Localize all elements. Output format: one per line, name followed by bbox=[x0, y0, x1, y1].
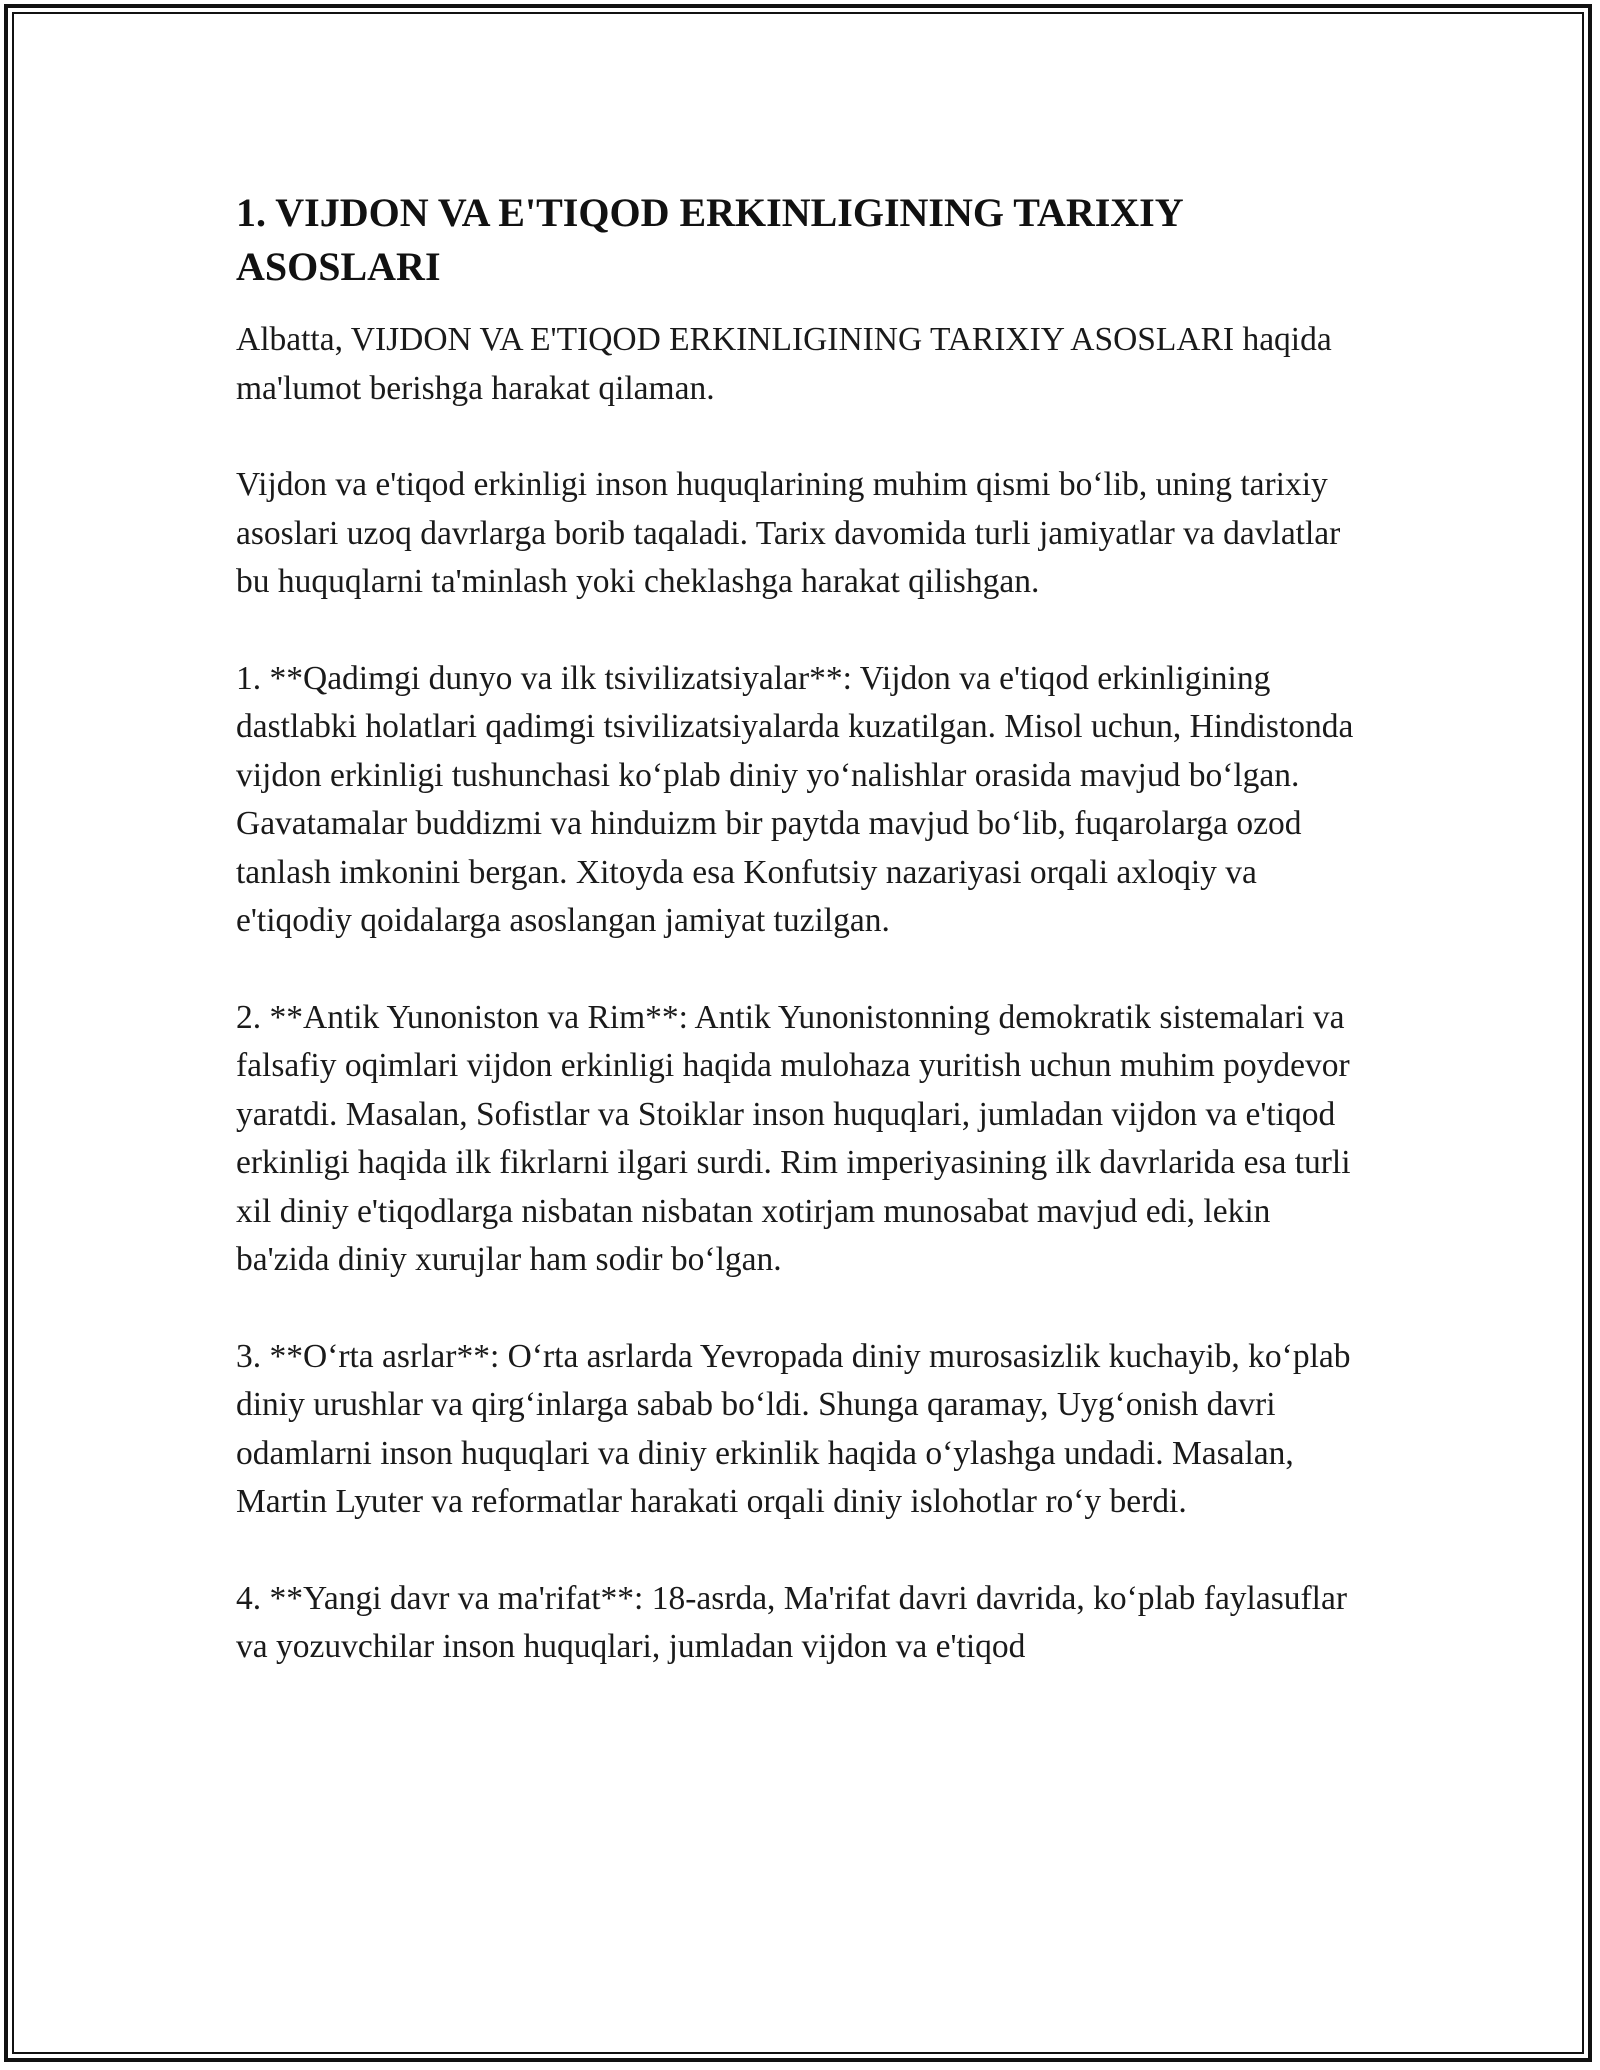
document-body bbox=[236, 186, 1366, 1720]
paragraph-intro: Albatta, VIJDON VA E'TIQOD ERKINLIGINING TARIXIY ASOSLARI haqida ma'lumot berishga harakat qilaman. bbox=[236, 321, 1332, 407]
paragraph-enlightenment: 4. **Yangi davr va ma'rifat**: 18-asrda, Ma'rifat davri davrida, ko‘plab faylasuflar va yozuvchilar inson huquqlari, jumladan vijdon va e'tiqod bbox=[236, 1579, 1348, 1665]
paragraph-ancient-world: 1. **Qadimgi dunyo va ilk tsivilizatsiyalar**: Vijdon va e'tiqod erkinligining dastlabki holatlari qadimgi tsivilizatsiyalarda kuzatilgan. Misol uchun, Hindistonda vijdon erkinligi tushunchasi ko‘plab diniy yo‘nalishlar orasida mavjud bo‘lgan. Gavatamalar buddizmi va hinduizm bir paytda mavjud bo‘lib, fuqarolarga ozod tanlash imkonini bergan. Xitoyda esa Konfutsiy nazariyasi orqali axloqiy va e'tiqodiy qoidalarga asoslangan jamiyat tuzilgan. bbox=[236, 659, 1354, 939]
document-title: 1. VIJDON VA E'TIQOD ERKINLIGINING TARIXIY ASOSLARI bbox=[236, 190, 1183, 289]
paragraph-middle-ages: 3. **O‘rta asrlar**: O‘rta asrlarda Yevropada diniy murosasizlik kuchayib, ko‘plab diniy urushlar va qirg‘inlarga sabab bo‘ldi. Shunga qaramay, Uyg‘onish davri odamlarni inson huquqlari va diniy erkinlik haqida o‘ylashga undadi. Masalan, Martin Lyuter va reformatlar harakati orqali diniy islohotlar ro‘y berdi. bbox=[236, 1337, 1351, 1520]
paragraph-antiquity: 2. **Antik Yunoniston va Rim**: Antik Yunonistonning demokratik sistemalari va falsafiy oqimlari vijdon erkinligi haqida mulohaza yuritish uchun muhim poydevor yaratdi. Masalan, Sofistlar va Stoiklar inson huquqlari, jumladan vijdon va e'tiqod erkinligi haqida ilk fikrlarni ilgari surdi. Rim imperiyasining ilk davrlarida esa turli xil diniy e'tiqodlarga nisbatan nisbatan xotirjam munosabat mavjud edi, lekin ba'zida diniy xurujlar ham sodir bo‘lgan. bbox=[236, 998, 1351, 1278]
paragraph-overview: Vijdon va e'tiqod erkinligi inson huquqlarining muhim qismi bo‘lib, uning tarixiy asoslari uzoq davrlarga borib taqaladi. Tarix davomida turli jamiyatlar va davlatlar bu huquqlarni ta'minlash yoki cheklashga harakat qilishgan. bbox=[236, 466, 1341, 600]
